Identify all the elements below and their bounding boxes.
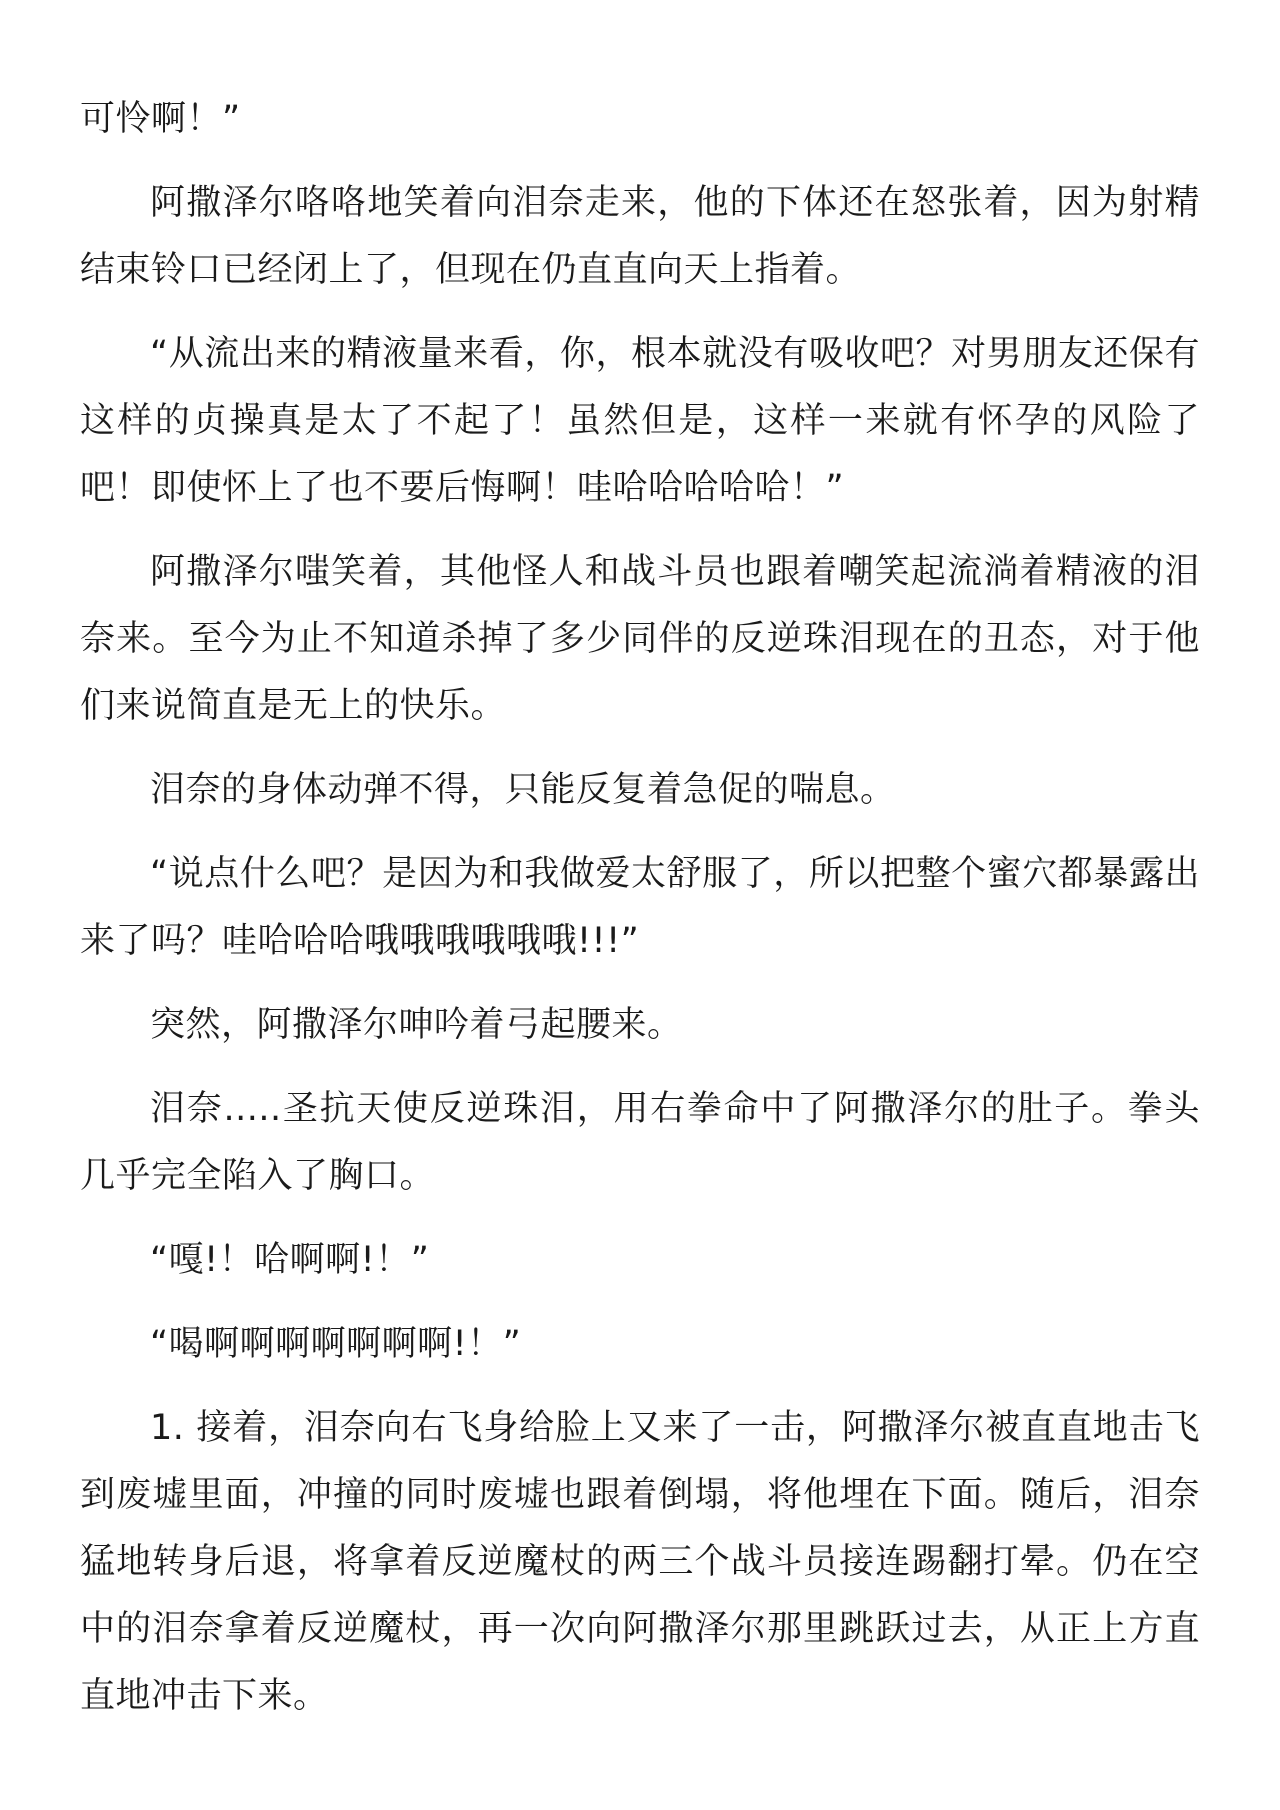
body-text (80, 86, 1200, 1747)
paragraph: “喝啊啊啊啊啊啊啊!！” (150, 1324, 522, 1364)
paragraph: “从流出来的精液量来看，你，根本就没有吸收吧？对男朋友还保有这样的贞操真是太了不起了！虽然但是，这样一来就有怀孕的风险了吧！即使怀上了也不要后悔啊！哇哈哈哈哈哈！” (80, 334, 1200, 508)
paragraph: 阿撒泽尔嗤笑着，其他怪人和战斗员也跟着嘲笑起流淌着精液的泪奈来。至今为止不知道杀掉了多少同伴的反逆珠泪现在的丑态，对于他们来说简直是无上的快乐。 (80, 552, 1200, 726)
paragraph: 可怜啊！” (80, 99, 241, 139)
paragraph: 1. 接着，泪奈向右飞身给脸上又来了一击，阿撒泽尔被直直地击飞到废墟里面，冲撞的同时废墟也跟着倒塌，将他埋在下面。随后，泪奈猛地转身后退，将拿着反逆魔杖的两三个战斗员接连踢翻打晕。仍在空中的泪奈拿着反逆魔杖，再一次向阿撒泽尔那里跳跃过去，从正上方直直地冲击下来。 (80, 1408, 1200, 1716)
paragraph: “嘎!！哈啊啊!！” (150, 1240, 430, 1280)
paragraph: 泪奈的身体动弹不得，只能反复着急促的喘息。 (150, 770, 896, 810)
paragraph: “说点什么吧？是因为和我做爱太舒服了，所以把整个蜜穴都暴露出来了吗？哇哈哈哈哦哦哦哦哦哦!!!” (80, 854, 1200, 961)
paragraph: 突然，阿撒泽尔呻吟着弓起腰来。 (150, 1005, 683, 1045)
paragraph: 泪奈.....圣抗天使反逆珠泪，用右拳命中了阿撒泽尔的肚子。拳头几乎完全陷入了胸口。 (80, 1089, 1200, 1196)
paragraph: 阿撒泽尔咯咯地笑着向泪奈走来，他的下体还在怒张着，因为射精结束铃口已经闭上了，但现在仍直直向天上指着。 (80, 183, 1200, 290)
